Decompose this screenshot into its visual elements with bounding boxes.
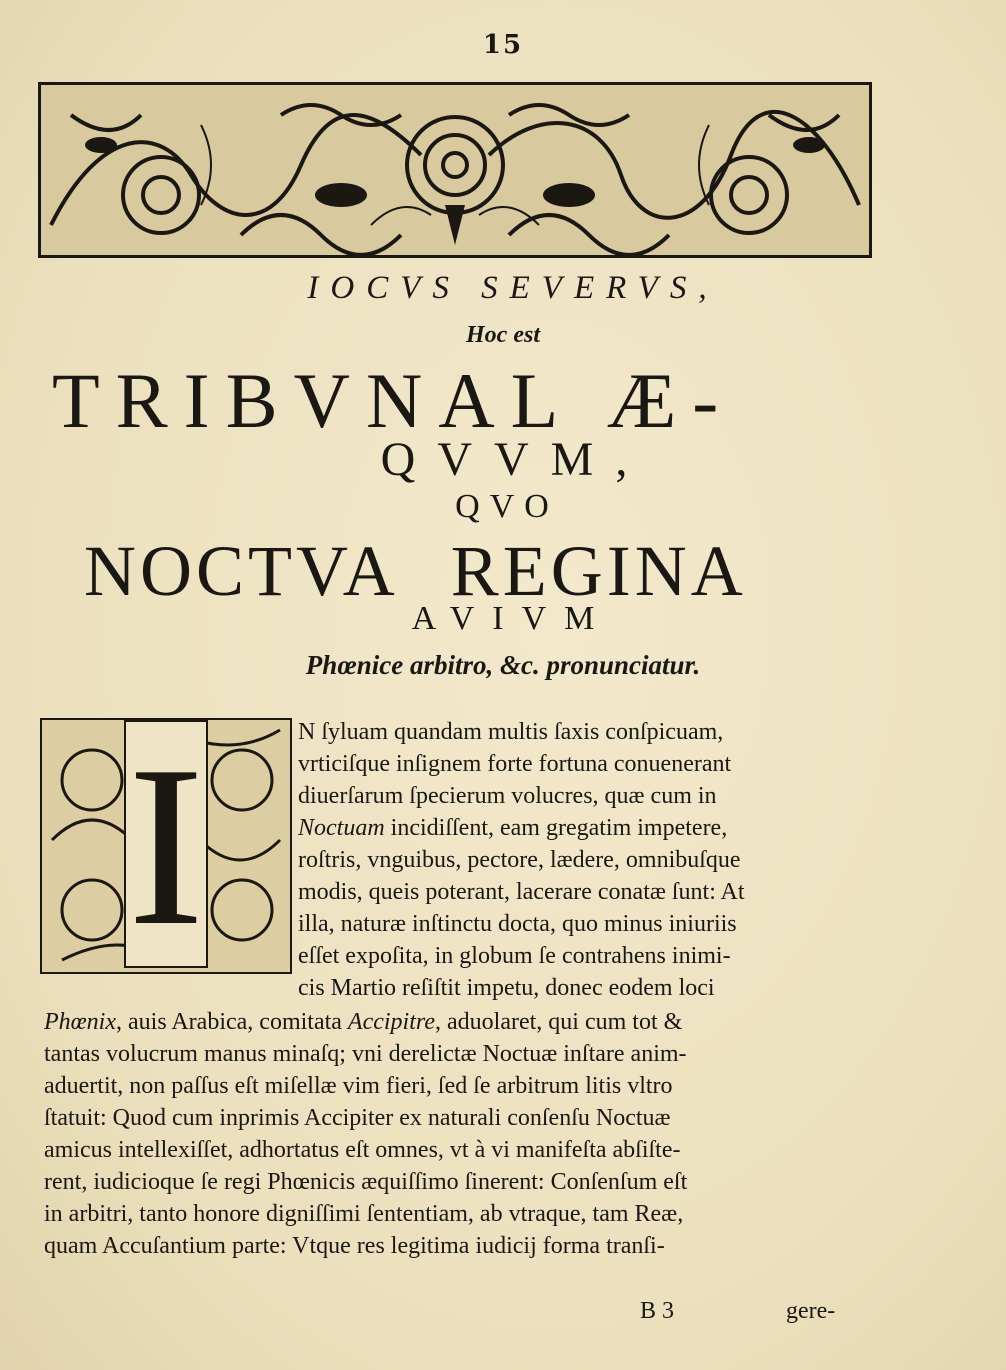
signature-mark: B 3: [640, 1298, 675, 1324]
body-line-17: quam Accuſantium parte: Vtque res legitima iudicij forma tranſi-: [44, 1233, 665, 1259]
title-line-1: IOCVS SEVERVS,: [307, 270, 719, 306]
body-line-2: vrticiſque inſignem forte fortuna conuenerant: [298, 751, 732, 777]
body-line-7: illa, naturæ inſtinctu docta, quo minus iniuriis: [298, 911, 737, 937]
body-line-4-rest: incidiſſent, eam gregatim impetere,: [384, 815, 728, 841]
body-line-12: aduertit, non paſſus eſt miſellæ vim fieri, ſed ſe arbitrum litis vltro: [44, 1073, 673, 1099]
title-line-4: QVVM,: [380, 433, 650, 486]
body-line-16: in arbitri, tanto honore digniſſimi ſententiam, ab vtraque, tam Reæ,: [44, 1201, 684, 1227]
body-line-3: diuerſarum ſpecierum volucres, quæ cum in: [298, 783, 717, 809]
body-line-10-part2: , auis Arabica, comitata: [116, 1009, 348, 1035]
title-line-5: QVO: [455, 488, 559, 525]
catchword: gere-: [786, 1298, 836, 1324]
body-line-10: [44, 1006, 682, 1038]
body-line-15: rent, iudicioque ſe regi Phœnicis æquiſſimo ſinerent: Conſenſum eſt: [44, 1169, 688, 1195]
body-line-5: roſtris, vnguibus, pectore, lædere, omnibuſque: [298, 847, 741, 873]
body-line-4: [298, 812, 727, 844]
body-line-11: tantas volucrum manus minaſq; vni derelictæ Noctuæ inſtare anim-: [44, 1041, 687, 1067]
body-line-13: ſtatuit: Quod cum inprimis Accipiter ex naturali conſenſu Noctuæ: [44, 1105, 671, 1131]
page-number: 15: [482, 30, 524, 60]
body-line-10-phoenix: Phœnix: [44, 1009, 116, 1035]
decorated-initial: [40, 718, 292, 974]
initial-letter: I: [124, 720, 208, 968]
body-line-6: modis, queis poterant, lacerare conatæ ſunt: At: [298, 879, 745, 905]
headpiece-ornament: [41, 85, 869, 255]
body-line-9: cis Martio reſiſtit impetu, donec eodem loci: [298, 975, 715, 1001]
body-line-10-part4: , aduolaret, qui cum tot &: [435, 1009, 683, 1035]
title-line-7: AVIVM: [411, 600, 613, 637]
title-line-2: Hoc est: [466, 322, 540, 348]
body-line-1: N ſyluam quandam multis ſaxis conſpicuam,: [298, 719, 724, 745]
title-line-6: NOCTVA REGINA: [84, 531, 747, 611]
body-line-8: eſſet expoſita, in globum ſe contrahens inimi-: [298, 943, 731, 969]
body-line-4-italic: Noctuam: [298, 815, 385, 841]
title-line-8: Phœnice arbitro, &c. pronunciatur.: [305, 650, 701, 680]
body-line-10-accipitre: Accipitre: [347, 1009, 435, 1035]
ornamental-headpiece: [38, 82, 872, 258]
body-line-14: amicus intellexiſſet, adhortatus eſt omnes, vt à vi manifeſta abſiſte-: [44, 1137, 681, 1163]
title-line-3: TRIBVNAL Æ-: [52, 357, 735, 444]
